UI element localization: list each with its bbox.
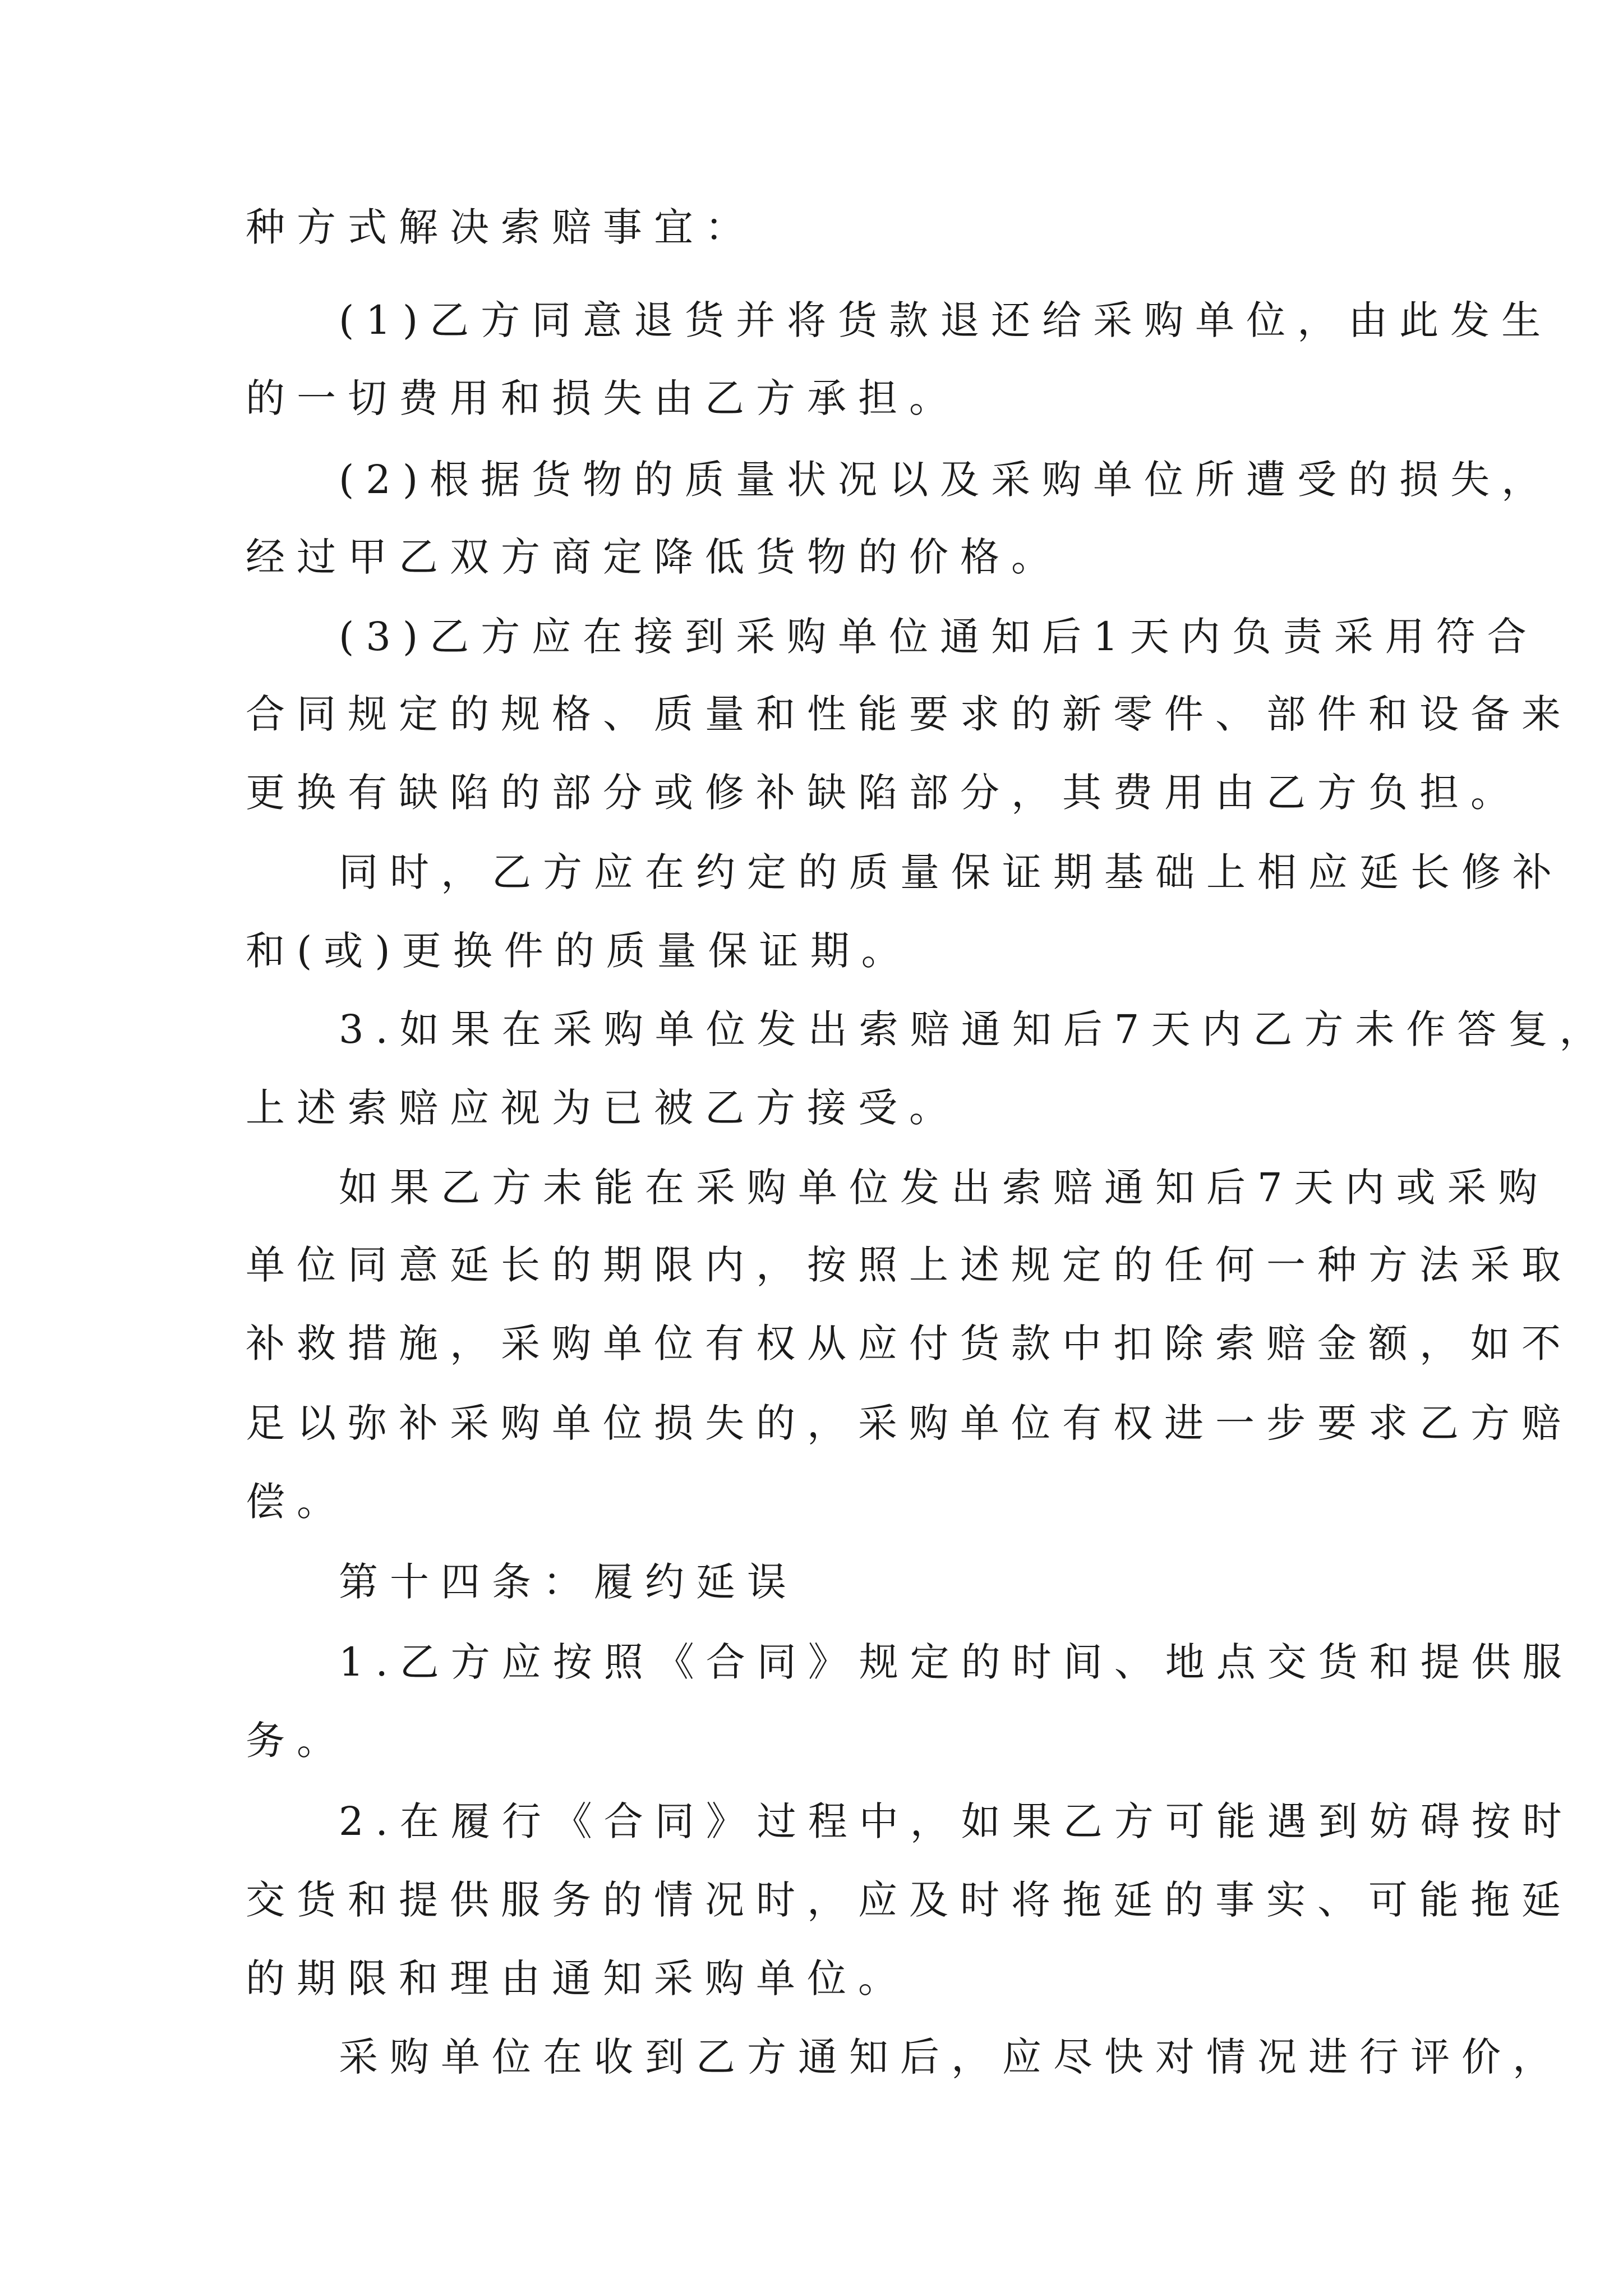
- text-line: 补救措施，采购单位有权从应付货款中扣除索赔金额，如不: [246, 1320, 1573, 1366]
- text-line: 的一切费用和损失由乙方承担。: [246, 375, 960, 421]
- text-line: 偿。: [246, 1479, 348, 1525]
- text-line: 和(或)更换件的质量保证期。: [246, 928, 912, 974]
- text-line: 单位同意延长的期限内，按照上述规定的任何一种方法采取: [246, 1242, 1573, 1288]
- text-line: 足以弥补采购单位损失的，采购单位有权进一步要求乙方赔: [246, 1400, 1573, 1446]
- text-line: 同时，乙方应在约定的质量保证期基础上相应延长修补: [339, 849, 1564, 895]
- text-line: 2.在履行《合同》过程中，如果乙方可能遇到妨碍按时: [339, 1798, 1574, 1844]
- text-line: 的期限和理由通知采购单位。: [246, 1955, 909, 2001]
- text-line: 合同规定的规格、质量和性能要求的新零件、部件和设备来: [246, 691, 1573, 737]
- text-line: (1)乙方同意退货并将货款退还给采购单位，由此发生: [339, 297, 1553, 343]
- text-line: (2)根据货物的质量状况以及采购单位所遭受的损失，: [339, 457, 1553, 503]
- text-line: 上述索赔应视为已被乙方接受。: [246, 1085, 960, 1131]
- text-line: 如果乙方未能在采购单位发出索赔通知后7天内或采购: [339, 1165, 1550, 1211]
- text-line: (3)乙方应在接到采购单位通知后1天内负责采用符合: [339, 614, 1538, 660]
- text-line: 交货和提供服务的情况时，应及时将拖延的事实、可能拖延: [246, 1877, 1573, 1923]
- text-line: 3.如果在采购单位发出索赔通知后7天内乙方未作答复，: [339, 1006, 1611, 1052]
- text-line: 经过甲乙双方商定降低货物的价格。: [246, 534, 1062, 580]
- text-line: 更换有缺陷的部分或修补缺陷部分，其费用由乙方负担。: [246, 770, 1521, 816]
- text-line: 采购单位在收到乙方通知后，应尽快对情况进行评价，: [339, 2034, 1564, 2080]
- text-line: 1.乙方应按照《合同》规定的时间、地点交货和提供服: [339, 1639, 1574, 1685]
- text-line: 种方式解决索赔事宜：: [246, 204, 756, 250]
- text-line: 务。: [246, 1718, 348, 1764]
- section-heading: 第十四条：履约延误: [339, 1559, 798, 1605]
